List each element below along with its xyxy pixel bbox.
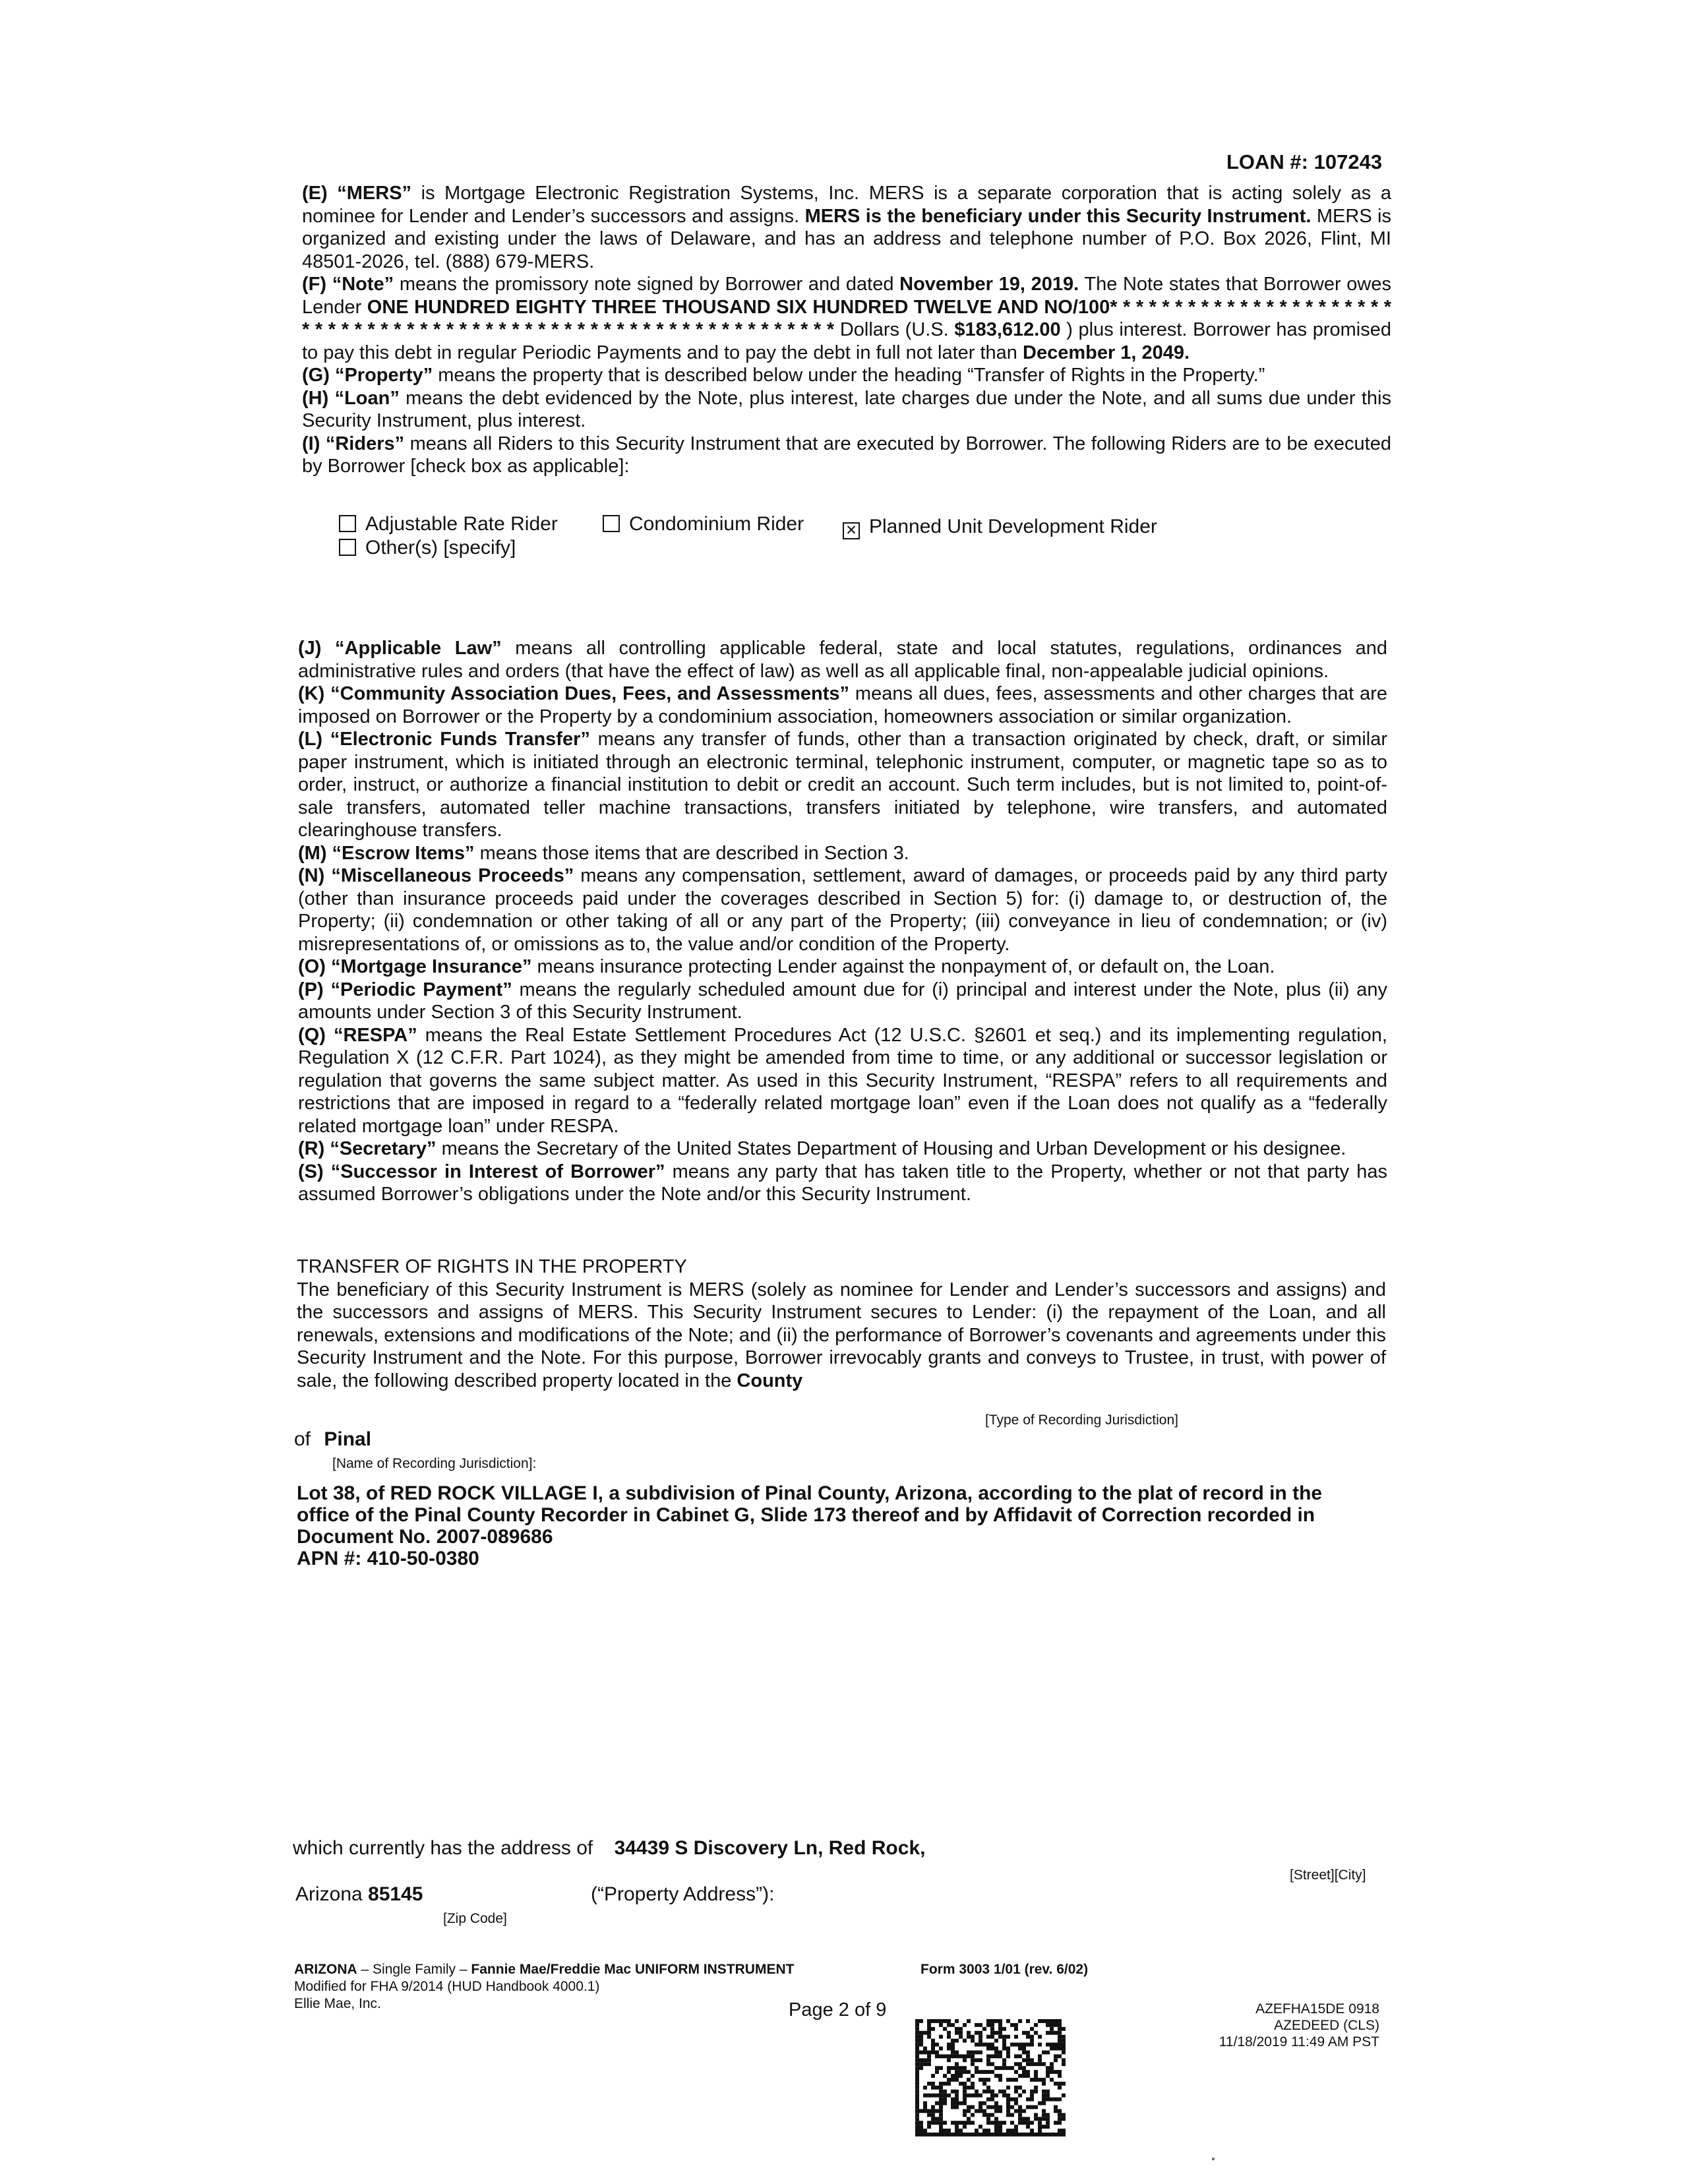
loan-number: LOAN #: 107243 <box>1226 150 1383 173</box>
definitions-bottom <box>298 637 1387 1206</box>
definition-text: ) plus interest. Borrower has promised to pay this debt in regular Periodic Payments and to pay the debt in full not later than <box>302 319 1391 363</box>
definition-s <box>298 1161 1387 1206</box>
definition-e <box>302 182 1391 273</box>
state-zip-line <box>295 1883 423 1906</box>
definition-text: means any party that has taken title to the Property, whether or not that party has assumed Borrower’s obligations under the Note and/or this Security Instrument. <box>298 1161 1387 1205</box>
definition-q <box>298 1024 1387 1138</box>
jurisdiction-type: County <box>737 1370 803 1391</box>
address-line <box>293 1837 925 1860</box>
transfer-heading: TRANSFER OF RIGHTS IN THE PROPERTY <box>297 1256 687 1277</box>
loan-amount-words: ONE HUNDRED EIGHTY THREE THOUSAND SIX HUNDRED TWELVE AND NO/100* * * * * * * * * * * * * * * * * * * * * * * * * * * * * * * * * * * * * * * * * * * * * * * * * * * * * * * * * * * * * * * <box>302 296 1391 340</box>
definition-text: means any transfer of funds, other than a transaction originated by check, draft, or similar paper instrument, which is initiated through an electronic terminal, telephonic instrument, computer, or magnetic tape so as to order, instruct, or authorize a financial institution to debit or credit an account. Such term includes, but is not limited to, point-of-sale transfers, automated teller machine transactions, transfers initiated by telephone, wire transfers, and automated clearinghouse transfers. <box>298 729 1387 841</box>
definition-text: means the regularly scheduled amount due for (i) principal and interest under the Note, plus (ii) any amounts under Section 3 of this Security Instrument. <box>298 979 1388 1023</box>
definition-h <box>302 387 1391 433</box>
definition-term: “Loan” <box>334 387 400 409</box>
definition-term: “Note” <box>332 274 394 295</box>
definition-term: “Successor in Interest of Borrower” <box>330 1161 665 1182</box>
definition-label: (O) <box>298 956 326 977</box>
definition-term: “MERS” <box>337 183 412 204</box>
definition-l <box>298 728 1387 842</box>
rider-label: Condominium Rider <box>629 513 804 535</box>
definition-label: (H) <box>302 387 329 409</box>
state: Arizona <box>295 1883 363 1905</box>
barcode-icon <box>915 2019 1066 2137</box>
rider-label: Other(s) [specify] <box>365 537 516 559</box>
footer-code-1: AZEFHA15DE 0918 <box>1255 2001 1379 2017</box>
definition-text: means the debt evidenced by the Note, plus interest, late charges due under the Note, and all sums due under this Security Instrument, plus interest. <box>302 387 1391 431</box>
footer-family: – Single Family – <box>357 1962 471 1977</box>
street-city: 34439 S Discovery Ln, Red Rock, <box>614 1837 926 1859</box>
rider-label: Planned Unit Development Rider <box>869 516 1157 537</box>
rider-adjustable-rate[interactable] <box>339 513 558 535</box>
definition-text: MERS is organized and existing under the laws of Delaware, and has an address and telephone number of P.O. Box 2026, Flint, MI 48501-2026, tel. (888) 679-MERS. <box>302 205 1391 272</box>
definition-text: means the Real Estate Settlement Procedures Act (12 U.S.C. §2601 et seq.) and its implementing regulation, Regulation X (12 C.F.R. Part 1024), as they might be amended from time to time, or any additional or successor legislation or regulation that governs the same subject matter. As used in this Security Instrument, “RESPA” refers to all requirements and restrictions that are imposed in regard to a “federally related mortgage loan” even if the Loan does not qualify as a “federally related mortgage loan” under RESPA. <box>298 1024 1387 1137</box>
footer-publisher: Ellie Mae, Inc. <box>294 1996 381 2011</box>
footer-timestamp: 11/18/2019 11:49 AM PST <box>1219 2034 1379 2049</box>
definition-term: “RESPA” <box>333 1024 417 1046</box>
footer-form-number: Form 3003 1/01 (rev. 6/02) <box>920 1962 1089 1977</box>
legal-description <box>297 1482 1378 1569</box>
definition-label: (M) <box>298 842 327 864</box>
definition-j <box>298 637 1387 682</box>
definition-text: means the property that is described below under the heading “Transfer of Rights in the Property.” <box>433 365 1265 386</box>
definition-label: (S) <box>298 1161 324 1182</box>
zip-code: 85145 <box>368 1883 423 1905</box>
apn-number: APN #: 410-50-0380 <box>297 1548 479 1569</box>
footer-fha-note: Modified for FHA 9/2014 (HUD Handbook 4000.1) <box>294 1979 600 1994</box>
definition-text: means any compensation, settlement, award of damages, or proceeds paid by any third party (other than insurance proceeds paid under the coverages described in Section 5) for: (i) damage to, or destruction of, the Property; (ii) condemnation or other taking of all or any part of the Property; (iii) conveyance in lieu of condemnation; or (iv) misrepresentations of, or omissions as to, the value and/or condition of the Property. <box>298 865 1387 955</box>
loan-amount: $183,612.00 <box>954 319 1061 340</box>
definition-k <box>298 682 1387 728</box>
property-address-label: (“Property Address”): <box>591 1883 775 1905</box>
rider-planned-unit-development[interactable] <box>843 516 1157 539</box>
definition-term: “Periodic Payment” <box>330 979 512 1000</box>
checked-checkbox-icon[interactable]: ✕ <box>843 522 860 539</box>
definition-label: (Q) <box>298 1024 326 1046</box>
definition-label: (K) <box>298 683 325 704</box>
definition-text: means those items that are described in Section 3. <box>474 842 909 864</box>
definition-label: (E) <box>302 183 328 204</box>
zip-code-caption: [Zip Code] <box>443 1911 507 1926</box>
transfer-section <box>297 1256 1386 1392</box>
definition-term: “Community Association Dues, Fees, and Assessments” <box>330 683 850 704</box>
note-date: November 19, 2019. <box>899 274 1079 295</box>
checkbox-icon[interactable] <box>339 539 356 556</box>
footer-code-2: AZEDEED (CLS) <box>1274 2018 1379 2033</box>
jurisdiction-name-line <box>294 1428 371 1451</box>
definition-term: “Applicable Law” <box>335 638 502 659</box>
definition-label: (J) <box>298 638 322 659</box>
maturity-date: December 1, 2049. <box>1023 342 1190 363</box>
definition-m <box>298 842 1387 865</box>
address-prefix: which currently has the address of <box>293 1837 593 1859</box>
definition-label: (G) <box>302 365 330 386</box>
definition-f <box>302 273 1391 364</box>
definition-text: means the Secretary of the United States Department of Housing and Urban Development or his designee. <box>436 1138 1346 1159</box>
definition-term: “Mortgage Insurance” <box>330 956 532 977</box>
page-number: Page 2 of 9 <box>789 1999 887 2020</box>
definition-term: “Secretary” <box>330 1138 437 1159</box>
definition-text: means the promissory note signed by Borrower and dated <box>394 274 900 295</box>
definition-label: (R) <box>298 1138 325 1159</box>
definition-term: “Miscellaneous Proceeds” <box>331 865 574 886</box>
definition-label: (N) <box>298 865 325 886</box>
jurisdiction-name: Pinal <box>324 1428 372 1450</box>
mers-beneficiary-statement: MERS is the beneficiary under this Security Instrument. <box>804 205 1311 227</box>
definitions-top <box>302 182 1391 478</box>
transfer-paragraph <box>297 1279 1386 1393</box>
definition-text: means insurance protecting Lender against the nonpayment of, or default on, the Loan. <box>531 956 1275 977</box>
rider-label: Adjustable Rate Rider <box>365 513 558 535</box>
definition-text: means all controlling applicable federal, state and local statutes, regulations, ordinances and administrative rules and orders (that have the effect of law) as well as all applicable final, non-appealable judicial opinions. <box>298 638 1387 682</box>
checkbox-icon[interactable] <box>603 515 620 532</box>
definition-text: The Note states that Borrower owes Lender <box>302 274 1392 318</box>
definition-label: (F) <box>302 274 327 295</box>
jurisdiction-type-caption: [Type of Recording Jurisdiction] <box>985 1412 1178 1428</box>
checkbox-icon[interactable] <box>339 515 356 532</box>
definition-text: means all dues, fees, assessments and other charges that are imposed on Borrower or the Property by a condominium association, homeowners association or similar organization. <box>298 683 1387 727</box>
footer-form-line <box>294 1961 794 1978</box>
rider-other[interactable] <box>339 537 516 559</box>
definition-r <box>298 1138 1387 1161</box>
definition-g <box>302 364 1391 387</box>
definition-text: is Mortgage Electronic Registration Systems, Inc. MERS is a separate corporation that is acting solely as a nominee for Lender and Lender’s successors and assigns. <box>302 183 1391 227</box>
definition-i <box>302 433 1391 478</box>
speck <box>1212 2158 1215 2160</box>
transfer-text: The beneficiary of this Security Instrument is MERS (solely as nominee for Lender and Lender’s successors and assigns) and the successors and assigns of MERS. This Security Instrument secures to Lender: (i) the repayment of the Loan, and all renewals, extensions and modifications of the Note; and (ii) the performance of Borrower’s covenants and agreements under this Security Instrument and the Note. For this purpose, Borrower irrevocably grants and conveys to Trustee, in trust, with power of sale, the following described property located in the <box>297 1279 1386 1391</box>
definition-term: “Riders” <box>325 433 405 454</box>
street-city-caption: [Street][City] <box>1290 1867 1366 1883</box>
definition-text: Dollars (U.S. <box>834 319 955 340</box>
footer-instrument: Fannie Mae/Freddie Mac UNIFORM INSTRUMENT <box>471 1962 795 1977</box>
definition-p <box>298 979 1387 1024</box>
definition-label: (P) <box>298 979 324 1000</box>
of-label: of <box>294 1428 311 1450</box>
legal-description-text: Lot 38, of RED ROCK VILLAGE I, a subdivision of Pinal County, Arizona, according to the plat of record in the office of the Pinal County Recorder in Cabinet G, Slide 173 thereof and by Affidavit of Correction recorded in Document No. 2007-089686 <box>297 1482 1323 1548</box>
jurisdiction-name-caption: [Name of Recording Jurisdiction]: <box>332 1456 537 1471</box>
definition-label: (L) <box>298 729 323 750</box>
definition-term: “Electronic Funds Transfer” <box>330 729 590 750</box>
definition-term: “Property” <box>334 365 433 386</box>
rider-condominium[interactable] <box>603 513 804 535</box>
footer-codes <box>1121 2001 1379 2050</box>
definition-o <box>298 956 1387 979</box>
definition-term: “Escrow Items” <box>332 842 475 864</box>
footer-state: ARIZONA <box>294 1962 357 1977</box>
definition-text: means all Riders to this Security Instrument that are executed by Borrower. The following Riders are to be executed by Borrower [check box as applicable]: <box>302 433 1391 477</box>
definition-n <box>298 864 1387 956</box>
definition-label: (I) <box>302 433 320 454</box>
